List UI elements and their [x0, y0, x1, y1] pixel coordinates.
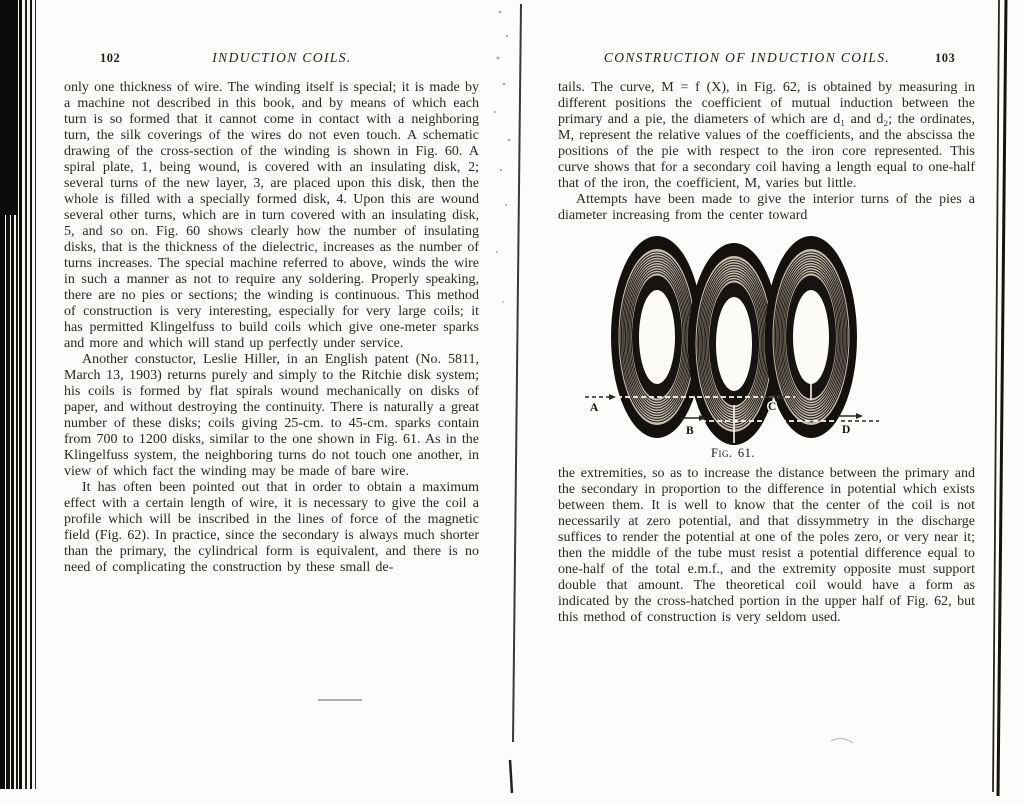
figure-label-b: B	[686, 425, 694, 437]
left-page-number: 102	[100, 51, 121, 65]
scan-edge-right-line-2	[998, 0, 1006, 796]
scan-speckles	[494, 11, 510, 303]
paragraph: the extremities, so as to increase the distance between the primary and the secondary in proportion to the difference in potential which exists between them. It is well to know that the center of the coil is not necessarily at zero potential, and that dissymmetry in the discharge suffices to render the potential at one of the poles zero, or very near it; then the middle of the tube must resist a potential difference equal to one-half of the total e.m.f., and the extremity opposite must support double that amount. The theoretical coil would have a form as indicated by the cross-hatched portion in the upper half of Fig. 62, but this method of construction is very seldom used.	[558, 466, 975, 625]
figure-label-a: A	[590, 402, 599, 414]
right-page-body	[558, 80, 975, 626]
paragraph: Attempts have been made to give the interior turns of the pies a diameter increasing from the center toward	[558, 192, 975, 223]
left-running-title: INDUCTION COILS.	[212, 50, 352, 65]
scan-edge-left	[0, 0, 40, 789]
paragraph: tails. The curve, M = f (X), in Fig. 62, is obtained by measuring in different positions the coefficient of mutual induction between the primary and a pie, the diameters of which are d₁ and d₂; the ordinates, M, represent the relative values of the coefficients, and the abscissa the positions of the pie with respect to the iron core represented. This curve shows that for a secondary coil having a length equal to one-half that of the iron, the coefficient, M, varies but little.	[558, 80, 975, 191]
figure-61-drawing	[583, 230, 883, 464]
figure-61	[558, 230, 975, 464]
paragraph: only one thickness of wire. The winding itself is special; it is made by a machine not described in this book, and by means of which each turn is so formed that it cannot come in contact with a neighboring turn, the silk coverings of the wires do not even touch. A schematic drawing of the cross-section of the winding is shown in Fig. 60. A spiral plate, 1, being wound, is covered with an insulating disk, 2; several turns of the new layer, 3, are placed upon this disk, then the whole is filled with a specially formed disk, 4. Upon this are wound several other turns, which are in turn covered with an insulating disk, 5, and so on. Fig. 60 shows clearly how the number of insulating disks, that is the thickness of the dielectric, increases as the number of turns increases. The special machine referred to above, winds the wire in such a manner as not to require any soldering. Properly speaking, there are no pies or sections; the winding is continuous. This method of construction is very interesting, especially for very large coils; it has permitted Klingelfuss to build coils which give one-meter sparks and more and which will stand up perfectly under service.	[64, 80, 479, 351]
coil-disk-3	[765, 236, 857, 438]
right-running-title: CONSTRUCTION OF INDUCTION COILS.	[603, 50, 891, 65]
left-page-body	[64, 80, 479, 576]
figure-caption: Fig. 61.	[711, 446, 755, 460]
arrow-a-head	[609, 394, 616, 400]
paragraph: It has often been pointed out that in order to obtain a maximum effect with a certain length of wire, it is necessary to give the coil a profile which will be inscribed in the lines of force of the magnetic field (Fig. 62). In practice, since the secondary is always much shorter than the primary, the cylindrical form is equivalent, and there is no need of complicating the construction by these small de-	[64, 480, 479, 575]
scan-smudge-bottom-right	[831, 738, 853, 743]
right-page-number: 103	[935, 51, 956, 65]
scan-gutter-tick	[510, 760, 512, 793]
paragraph: Another constuctor, Leslie Hiller, in an English patent (No. 5811, March 13, 1903) returns purely and simply to the Ritchie disk system; his coils is formed by flat spirals wound mechanically on disks of paper, and without destroying the continuity. There is naturally a great number of these disks; coils giving 25-cm. to 45-cm. sparks contain from 700 to 1200 disks, similar to the one shown in Fig. 61. As in the Klingelfuss system, the neighboring turns do not touch one another, in view of which fact the winding may be made of bare wire.	[64, 352, 479, 479]
figure-label-d: D	[842, 424, 851, 436]
scan-edge-right-line-1	[993, 0, 999, 792]
figure-label-c: C	[768, 401, 777, 413]
arrow-d-head	[856, 413, 863, 419]
scan-gutter-line	[513, 4, 521, 742]
